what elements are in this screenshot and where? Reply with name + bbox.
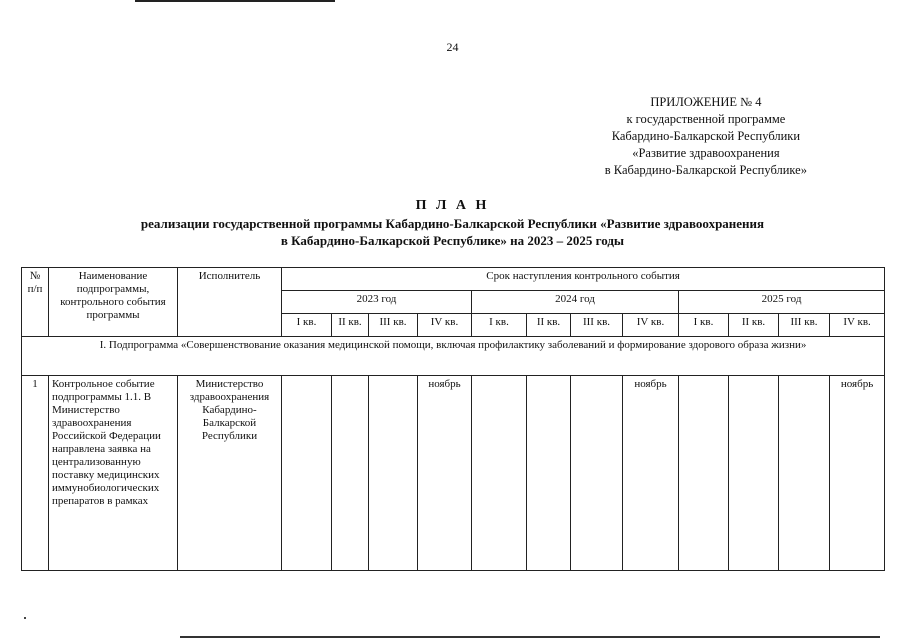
row-quarter-cell [779,376,830,571]
appendix-line: к государственной программе [626,112,786,126]
row-quarter-cell: ноябрь [418,376,472,571]
header-quarter: II кв. [729,314,779,337]
appendix-line: в Кабардино-Балкарской Республике» [604,163,807,177]
row-quarter-cell: ноябрь [830,376,885,571]
row-executor: Министерство здравоохранения Кабардино-Балкарской Республики [178,376,282,571]
plan-subtitle-line2: в Кабардино-Балкарской Республике» на 2023 – 2025 годы [280,233,625,248]
plan-subtitle-line1: реализации государственной программы Кабардино-Балкарской Республики «Развитие здравоохранения [140,216,765,231]
section-heading: I. Подпрограмма «Совершенствование оказания медицинской помощи, включая профилактику заболеваний и формирование здорового образа жизни» [22,337,885,376]
header-quarter: II кв. [527,314,571,337]
header-quarter: I кв. [282,314,332,337]
header-quarter: IV кв. [418,314,472,337]
row-quarter-cell: ноябрь [623,376,679,571]
header-quarter: IV кв. [623,314,679,337]
header-executor: Исполнитель [178,268,282,337]
header-year-2025: 2025 год [679,291,885,314]
row-quarter-cell [679,376,729,571]
header-quarter: II кв. [332,314,369,337]
bottom-rule [180,636,880,638]
row-quarter-cell [571,376,623,571]
row-quarter-cell [527,376,571,571]
appendix-block [605,94,807,179]
row-quarter-cell [332,376,369,571]
row-quarter-cell [729,376,779,571]
row-quarter-cell [369,376,418,571]
top-rule [135,0,335,2]
header-quarter: III кв. [571,314,623,337]
page-number: 24 [446,40,459,54]
row-quarter-cell [282,376,332,571]
header-quarter: III кв. [779,314,830,337]
row-name: Контрольное событие подпрограммы 1.1. В Министерство здравоохранения Российской Федерации направлена заявка на централизованную поставку медицинских иммунобиологических препаратов в рамках [49,376,178,571]
header-year-2023: 2023 год [282,291,472,314]
header-period: Срок наступления контрольного события [282,268,885,291]
header-name: Наименование подпрограммы, контрольного события программы [49,268,178,337]
plan-title [40,197,865,249]
header-num: № п/п [22,268,49,337]
row-num: 1 [22,376,49,571]
appendix-line: «Развитие здравоохранения [632,146,780,160]
appendix-line: ПРИЛОЖЕНИЕ № 4 [650,95,762,109]
header-quarter: I кв. [679,314,729,337]
plan-table [21,267,885,571]
plan-heading: П Л А Н [415,198,490,213]
table-row [22,376,885,571]
row-quarter-cell [472,376,527,571]
header-quarter: III кв. [369,314,418,337]
header-year-2024: 2024 год [472,291,679,314]
appendix-line: Кабардино-Балкарской Республики [611,129,801,143]
header-quarter: IV кв. [830,314,885,337]
header-quarter: I кв. [472,314,527,337]
scan-speck [24,617,26,619]
